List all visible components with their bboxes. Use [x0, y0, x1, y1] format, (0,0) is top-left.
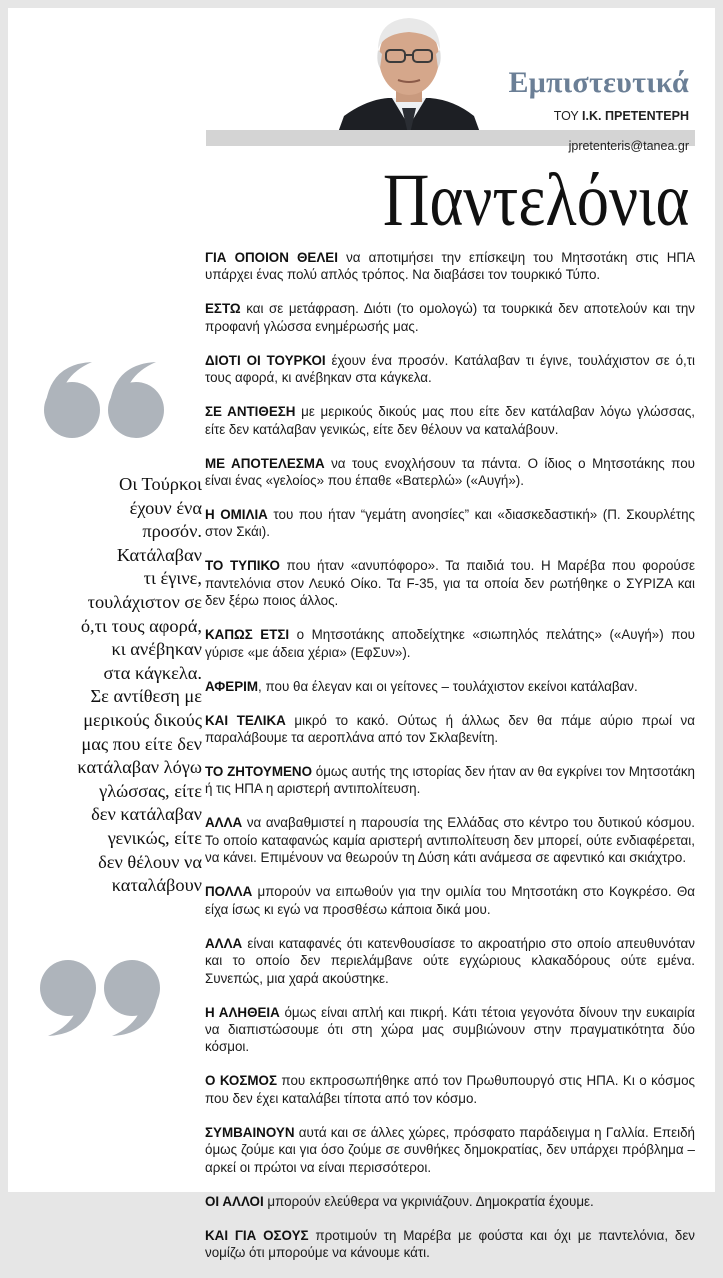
paragraph-text: είναι καταφανές ότι κατενθουσίασε το ακροατήριο στο οποίο απευθυνόταν και το οποίο δεν περιελάμβανε ούτε εγχώριους κλακαδόρους ούτε εμένα. Συνεπώς, μια χαρά ακούστηκε.: [205, 935, 695, 986]
page-title: Παντελόνια: [382, 159, 689, 242]
paragraph-text: προτιμούν τη Μαρέβα με φούστα και όχι με παντελόνια, δεν νομίζω ότι μπορούμε να κάνουμε κάτι.: [205, 1227, 695, 1260]
paragraph-text: να αποτιμήσει την επίσκεψη του Μητσοτάκη στις ΗΠΑ υπάρχει ένας πολύ απλός τρόπος. Να διαβάσει τον τουρκικό Τύπο.: [205, 250, 695, 283]
article-paragraph: [205, 814, 695, 866]
paragraph-text: και σε μετάφραση. Διότι (το ομολογώ) τα τουρκικά δεν αποτελούν και την προφανή γλώσσα ενημέρωσής μας.: [205, 301, 695, 334]
paragraph-lead: Ο ΚΟΣΜΟΣ: [205, 1073, 277, 1089]
paragraph-text: που εκπροσωπήθηκε από τον Πρωθυπουργό στις ΗΠΑ. Κι ο κόσμος που δεν έχει καταλάβει τίποτα από τον κόσμο.: [205, 1073, 696, 1106]
article-paragraph: [205, 403, 695, 438]
byline: [554, 109, 689, 123]
article-body: [205, 249, 695, 1278]
paragraph-text: να αναβαθμιστεί η παρουσία της Ελλάδας στο κέντρο του δυτικού κόσμου. Το οποίο καταφανώς καμία αριστερή αντιπολίτευση δεν μπορεί, ούτε ενδιαφέρεται, να κάνει. Επιμένουν να θεωρούν τη Δύση κάτι ανάμεσα σε αφεντικό και σκιάχτρο.: [205, 815, 695, 866]
article-paragraph: [205, 455, 695, 490]
paragraph-lead: ΚΑΙ ΤΕΛΙΚΑ: [205, 712, 286, 728]
paragraph-lead: ΚΑΠΩΣ ΕΤΣΙ: [205, 627, 290, 643]
paragraph-lead: ΑΦΕΡΙΜ: [205, 678, 259, 694]
newspaper-page: [8, 8, 715, 1260]
paragraph-lead: ΠΟΛΛΑ: [205, 884, 253, 900]
article-paragraph: [205, 506, 695, 541]
pull-quote: Οι Τούρκοι έχουν ένα προσόν. Κατάλαβαν τι έγινε, τουλάχιστον σε ό,τι τους αφορά, κι ανέβηκαν στα κάγκελα. Σε αντίθεση με μερικούς δικούς μας που είτε δεν κατάλαβαν λόγω γλώσσας, είτε δεν κατάλαβαν γενικώς, είτε δεν θέλουν να καταλάβουν: [77, 474, 202, 896]
article-paragraph: [205, 763, 695, 798]
paragraph-text: έχουν ένα προσόν. Κατάλαβαν τι έγινε, τουλάχιστον σε ό,τι τους αφορά, κι ανέβηκαν στα κάγκελα.: [205, 352, 695, 386]
paragraph-text: του που ήταν “γεμάτη ανοησίες” και «διασκεδαστική» (Π. Σκουρλέτης στον Σκάι).: [205, 507, 695, 540]
article-paragraph: [205, 557, 695, 609]
paragraph-text: μπορούν ελεύθερα να γκρινιάζουν. Δημοκρατία έχουμε.: [263, 1193, 594, 1209]
article-paragraph: [205, 678, 695, 695]
paragraph-lead: Η ΑΛΗΘΕΙΑ: [205, 1004, 280, 1020]
paragraph-lead: ΣΥΜΒΑΙΝΟΥΝ: [205, 1124, 295, 1140]
byline-prefix: ΤΟΥ: [553, 109, 579, 123]
paragraph-lead: ΤΟ ΤΥΠΙΚΟ: [205, 558, 280, 574]
close-quote-icon: [38, 958, 166, 1038]
author-email[interactable]: jpretenteris@tanea.gr: [568, 139, 689, 153]
paragraph-lead: ΑΛΛΑ: [205, 935, 243, 951]
paragraph-lead: ΤΟ ΖΗΤΟΥΜΕΝΟ: [205, 764, 313, 780]
paragraph-text: ο Μητσοτάκης αποδείχτηκε «σιωπηλός πελάτης» («Αυγή») που γύρισε «με άδεια χέρια» (ΕφΣυν»).: [205, 627, 695, 660]
author-portrait: [336, 10, 482, 138]
column-name: Εμπιστευτικά: [508, 66, 689, 99]
paragraph-text: μικρό το κακό. Ούτως ή άλλως δεν θα πάμε αύριο πρωί να παραλάβουμε τα αεροπλάνα από τον Σκλαβενίτη.: [205, 712, 695, 746]
article-paragraph: [205, 1072, 695, 1107]
paragraph-text: , που θα έλεγαν και οι γείτονες – τουλάχιστον εκείνοι κατάλαβαν.: [258, 678, 638, 694]
article-paragraph: [205, 249, 695, 284]
paragraph-text: που ήταν «ανυπόφορο». Τα παιδιά του. Η Μαρέβα που φορούσε παντελόνια στον Λευκό Οίκο. Τα F-35, για τα οποία δεν ρωτήθηκε ο ΣΥΡΙΖΑ και δεν ξέρω ποιος άλλος.: [205, 558, 695, 609]
paragraph-text: με μερικούς δικούς μας που είτε δεν κατάλαβαν λόγω γλώσσας, είτε δεν κατάλαβαν γενικώς, είτε δεν θέλουν να καταλάβουν.: [205, 404, 696, 437]
paragraph-lead: ΣΕ ΑΝΤΙΘΕΣΗ: [205, 404, 296, 420]
open-quote-icon: [38, 360, 166, 440]
article-paragraph: [205, 1004, 695, 1056]
article-paragraph: [205, 1124, 695, 1176]
paragraph-text: αυτά και σε άλλες χώρες, πρόσφατο παράδειγμα η Γαλλία. Επειδή όμως ζούμε και για όσο ζούμε σε συνθήκες δημοκρατίας, δεν υπάρχει πρόβλημα – αρκεί οι πρώτοι να είναι περισσότεροι.: [205, 1124, 695, 1175]
paragraph-lead: ΚΑΙ ΓΙΑ ΟΣΟΥΣ: [205, 1227, 309, 1243]
paragraph-text: μπορούν να ειπωθούν για την ομιλία του Μητσοτάκη στο Κογκρέσο. Θα είχα ίσως κι εγώ να προσθέσω κάποια δικά μου.: [205, 884, 695, 917]
paragraph-lead: ΔΙΟΤΙ ΟΙ ΤΟΥΡΚΟΙ: [205, 352, 326, 368]
paragraph-lead: ΕΣΤΩ: [205, 301, 241, 317]
article-paragraph: [205, 712, 695, 747]
paragraph-lead: ΜΕ ΑΠΟΤΕΛΕΣΜΑ: [205, 455, 325, 471]
article-paragraph: [205, 1193, 695, 1210]
paragraph-lead: ΓΙΑ ΟΠΟΙΟΝ ΘΕΛΕΙ: [205, 250, 338, 265]
paragraph-text: όμως αυτής της ιστορίας δεν ήταν αν θα εγκρίνει τον Μητσοτάκη ή τις ΗΠΑ η αριστερή αντιπολίτευση.: [205, 764, 695, 797]
paragraph-text: όμως είναι απλή και πικρή. Κάτι τέτοια γεγονότα δίνουν την ευκαιρία να διαπιστώσουμε ότι στη χώρα μας συμβιώνουν στην πραγματικότητα δύο κόσμοι.: [205, 1004, 695, 1055]
paragraph-text: να τους ενοχλήσουν τα πάντα. Ο ίδιος ο Μητσοτάκης που είναι ένας «γελοίος» που έπαθε «Βατερλώ» («Αυγή»).: [205, 455, 695, 489]
article-paragraph: [205, 300, 695, 335]
article-paragraph: [205, 352, 695, 387]
article-paragraph: [205, 626, 695, 661]
article-paragraph: [205, 883, 695, 918]
byline-author: Ι.Κ. ΠΡΕΤΕΝΤΕΡΗ: [582, 109, 689, 123]
paragraph-lead: ΟΙ ΑΛΛΟΙ: [205, 1193, 264, 1209]
article-paragraph: [205, 1227, 695, 1262]
article-paragraph: [205, 935, 695, 987]
paragraph-lead: ΑΛΛΑ: [205, 815, 243, 831]
paragraph-lead: Η ΟΜΙΛΙΑ: [205, 507, 268, 523]
